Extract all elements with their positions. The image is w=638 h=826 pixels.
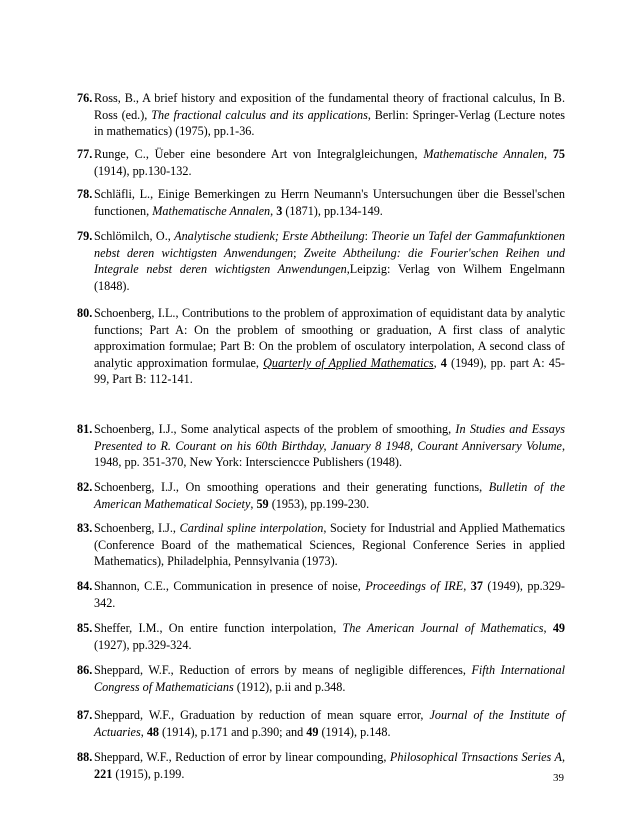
reference-entry [77,620,565,653]
reference-segment: (1871), pp.134-149. [282,203,383,218]
reference-number: 84. [77,579,93,593]
reference-text [77,578,565,611]
reference-segment: Schoenberg, I.J., On smoothing operations and their generating functions, [94,480,489,494]
reference-segment: Ross, B., A brief history and exposition of the fundamental theory of fractional calculus, In B. Ross (ed.), [94,91,565,122]
reference-segment: , [543,621,553,635]
reference-segment: Schläfli, L., Einige Bemerkingen zu Herrn Neumann's Untersuchungen über die Bessel'schen functionen, [94,187,565,218]
reference-segment: Sheppard, W.F., Reduction of errors by means of negligible differences, [94,663,472,677]
reference-text [77,228,565,294]
reference-title: Analytische studienk; Erste Abtheilung [174,229,365,243]
reference-volume: 37 [470,579,483,593]
reference-volume: 4 [440,355,447,370]
reference-title: Cardinal spline interpolation [179,521,324,535]
reference-segment: (1949), pp.329-342. [94,579,565,610]
reference-title: Mathematische Annalen [423,147,544,161]
reference-title: Journal of the Institute of Actuaries [94,708,565,739]
reference-title: The American Journal of Mathematics [342,621,544,635]
reference-entry [77,578,565,611]
reference-volume: 221 [94,766,113,781]
reference-segment: (1927), pp.329-324. [94,637,192,652]
reference-segment: Schlömilch, O., [94,229,175,243]
reference-title: Zweite Abtheilung: die Fourier'schen Reihen und Integrale nebst deren wichtigsten Anwendungen [94,245,566,277]
reference-segment: (1914), p.148. [318,724,391,739]
reference-segment: (1953), pp.199-230. [268,496,370,511]
reference-segment: Sheppard, W.F., Reduction of error by linear compounding, [94,750,390,764]
reference-number: 77. [77,147,93,161]
reference-volume: 49 [306,724,319,739]
reference-number: 80. [77,306,93,320]
reference-number: 79. [77,229,93,243]
reference-title: Fifth International Congress of Mathematicians [94,663,565,694]
reference-text [77,305,565,388]
reference-segment: Sheppard, W.F., Graduation by reduction of mean square error, [94,708,430,722]
reference-text [77,520,565,570]
reference-entry [77,228,565,294]
reference-segment: , [543,147,553,161]
reference-title: Bulletin of the American Mathematical Society [94,480,565,511]
reference-entry [77,421,565,471]
reference-volume: 49 [552,621,565,635]
reference-segment: , [270,203,277,218]
reference-segment: , [250,496,257,511]
reference-segment: (1914), pp.130-132. [94,163,192,178]
reference-text [77,749,565,782]
reference-segment: ,Leipzig: Verlag von Wilhem Engelmann (1848). [94,262,565,293]
reference-entry [77,479,565,512]
reference-entry [77,520,565,570]
page-number: 39 [553,772,564,784]
reference-entry [77,146,565,179]
reference-segment: (1949), pp. part A: 45-99, Part B: 112-141. [94,355,565,387]
reference-number: 87. [77,708,93,722]
reference-entry [77,662,565,695]
reference-segment: (1912), p.ii and p.348. [233,679,346,694]
reference-volume: 75 [552,147,565,161]
reference-title: Quarterly of Applied Mathematics [263,355,434,370]
reference-text [77,479,565,512]
reference-text [77,707,565,740]
reference-segment: , [463,579,471,593]
reference-entry [77,90,565,140]
reference-segment: Sheffer, I.M., On entire function interpolation, [94,621,343,635]
reference-segment: Schoenberg, I.J., [94,521,180,535]
reference-text [77,662,565,695]
reference-text [77,90,565,140]
reference-segment: Shannon, C.E., Communication in presence of noise, [94,579,366,593]
reference-volume: 48 [146,724,159,739]
reference-number: 82. [77,480,93,494]
reference-segment: ; [293,245,304,260]
reference-number: 76. [77,91,93,105]
reference-number: 86. [77,663,93,677]
reference-text [77,186,565,219]
reference-text [77,421,565,471]
reference-segment: , [561,750,565,764]
reference-entry [77,186,565,219]
reference-title: In Studies and Essays Presented to R. Courant on his 60th Birthday, January 8 1948, Courant Anniversary Volume [94,422,565,453]
reference-number: 85. [77,621,93,635]
reference-number: 83. [77,521,93,535]
reference-segment: , [433,355,441,370]
reference-title: Mathematische Annalen [152,203,271,218]
reference-segment: Schoenberg, I.J., Some analytical aspects of the problem of smoothing, [94,422,456,436]
reference-segment: , Berlin: Springer-Verlag (Lecture notes in mathematics) (1975), pp.1-36. [94,107,565,139]
reference-entry [77,305,565,388]
reference-volume: 3 [276,203,283,218]
reference-segment: : [364,229,372,243]
reference-segment: (1915), p.199. [112,766,185,781]
reference-segment: , Society for Industrial and Applied Mathematics (Conference Board of the mathematical Sciences, Regional Conference Series in applied Mathematics), Philadelphia, Pennsylvania (1973). [94,521,565,569]
reference-title: The fractional calculus and its applications [151,107,368,122]
reference-title: Theorie un Tafel der Gammafunktionen nebst deren wichtigsten Anwendungen [94,229,565,260]
reference-number: 81. [77,422,93,436]
reference-segment: , 1948, pp. 351-370, New York: Intersciencce Publishers (1948). [94,438,565,470]
reference-segment: Schoenberg, I.L., Contributions to the problem of approximation of equidistant data by analytic functions; Part A: On the problem of smoothing or graduation, A first class of analytic approximation formulae; Part B: On the problem of osculatory interpolation, A second class of analytic approximation formulae, [94,306,565,370]
reference-volume: 59 [256,496,269,511]
reference-segment: , [140,724,147,739]
reference-number: 78. [77,187,93,201]
reference-number: 88. [77,750,93,764]
reference-title: Philosophical Trnsactions Series A [389,750,562,764]
reference-entry [77,749,565,782]
reference-segment: Runge, C., Üeber eine besondere Art von Integralgleichungen, [94,147,424,161]
reference-text [77,146,565,179]
reference-title: Proceedings of IRE [365,579,464,593]
reference-entry [77,707,565,740]
reference-text [77,620,565,653]
reference-segment: (1914), p.171 and p.390; and [159,724,307,739]
